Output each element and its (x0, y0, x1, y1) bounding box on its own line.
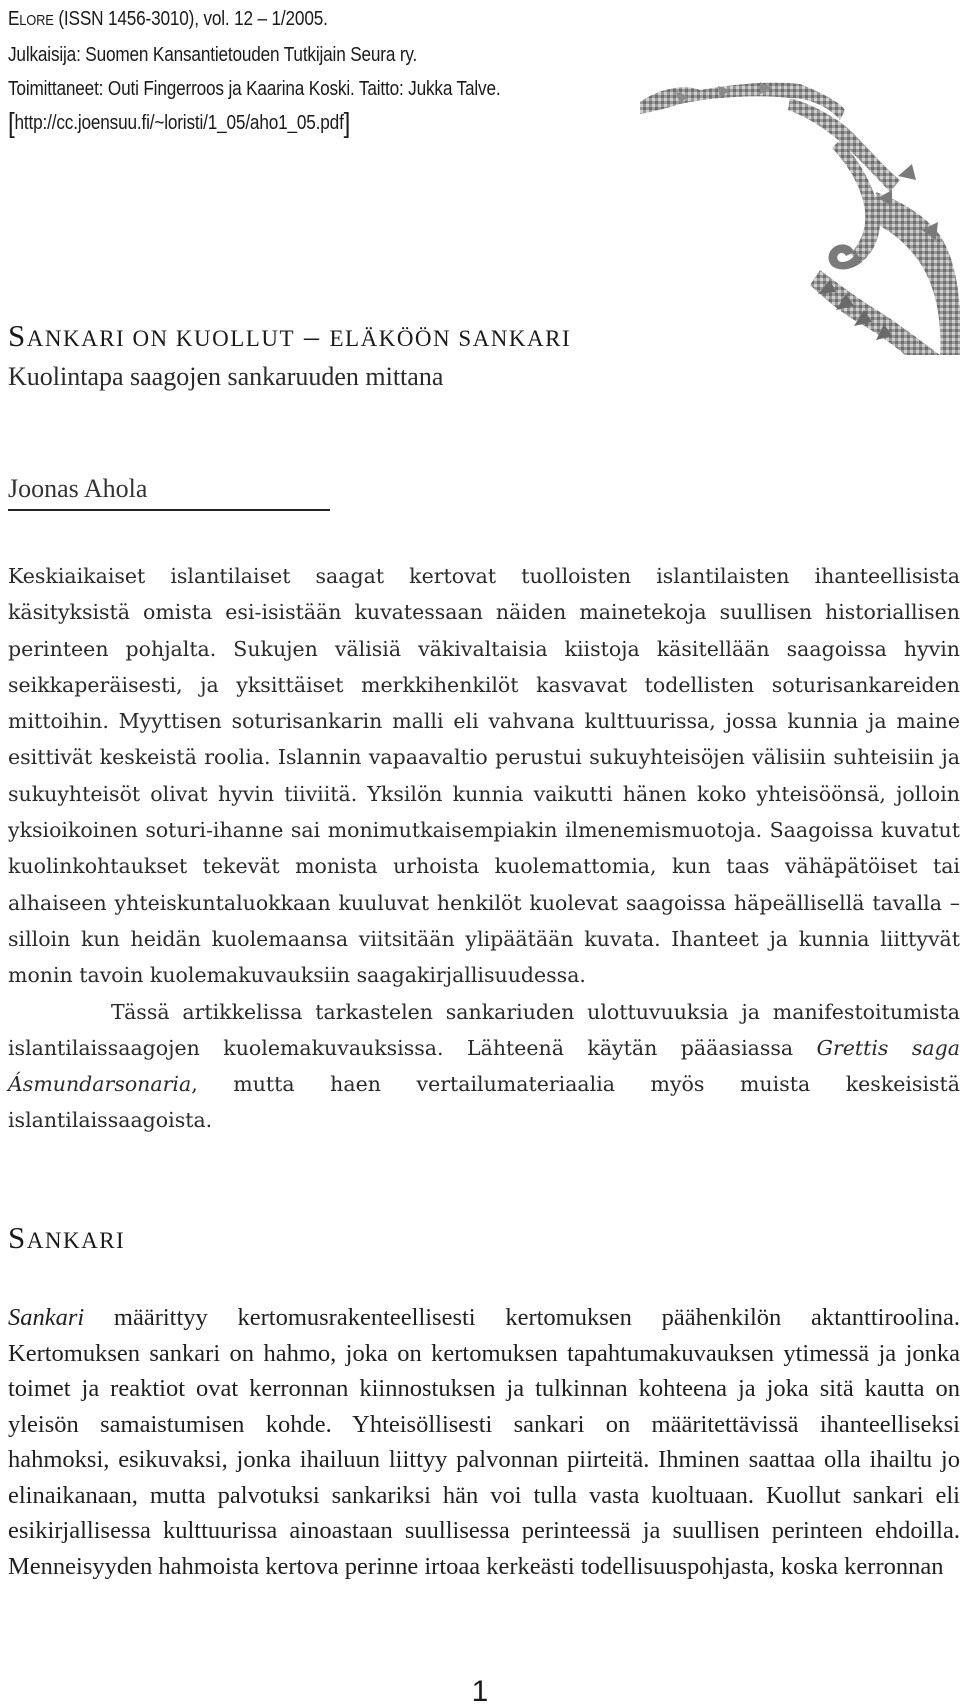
section-heading-rest: ANKARI (26, 1228, 126, 1253)
abstract-paragraph-2 (8, 994, 960, 1139)
abstract-paragraph-1: Keskiaikaiset islantilaiset saagat kertovat tuolloisten islantilaisten ihanteellisista käsityksistä omista esi-isistään kuvatessaan näiden mainetekoja suullisen historiallisen perinteen pohjalta. Sukujen välisiä väkivaltaisia kiistoja käsitellään saagoissa hyvin seikkaperäisesti, ja yksittäiset merkkihenkilöt kasvavat todellisten soturisankareiden mittoihin. Myyttisen soturisankarin malli eli vahvana kulttuurissa, jossa kunnia ja maine esittivät keskeistä roolia. Islannin vapaavaltio perustui sukuyhteisöjen välisiin suhteisiin ja sukuyhteisöt olivat hyvin tiiviitä. Yksilön kunnia vaikutti hänen koko yhteisöönsä, jolloin yksioikoinen soturi-ihanne sai monimutkaisempiakin ilmenemismuotoja. Saagoissa kuvatut kuolinkohtaukset tekevät monista urhoista kuolemattomia, kun taas vähäpätöiset tai alhaiseen yhteiskuntaluokkaan kuuluvat henkilöt kuolevat saagoissa häpeällisellä tavalla – silloin kun heidän kuolemaansa viitsitään ylipäätään kuvata. Ihanteet ja kunnia liittyvät monin tavoin kuolemakuvauksiin saagakirjallisuudessa. (8, 564, 960, 988)
body-paragraph-1-text: määrittyy kertomusrakenteellisesti kertomuksen päähenkilön aktanttiroolina. Kertomuksen sankari on hahmo, joka on kertomuksen tapahtumakuvauksen ytimessä ja jonka toimet ja reaktiot ovat kerronnan kiinnostuksen ja tulkinnan kohteena ja joka sitä kautta on yleisön samaistumisen kohde. Yhteisöllisesti sankari on määritettävissä ihanteelliseksi hahmoksi, esikuvaksi, jonka ihailuun liittyy palvonnan piirteitä. Ihminen saattaa olla ihailtu jo elinaikanaan, mutta palvotuksi sankariksi hän voi tulla vasta kuoltuaan. Kuollut sankari eli esikirjallisessa kulttuurissa ainoastaan suullisessa perinteessä ja suullisen perinteen ehdoilla. Menneisyyden hahmoista kertova perinne irtoaa kerkeästi todellisuuspohjasta, koska kerronnan (8, 1304, 960, 1580)
title-initial: S (8, 318, 27, 353)
section-heading (8, 1220, 125, 1256)
title-part2: ELÄKÖÖN SANKARI (329, 326, 572, 351)
article-url-link[interactable]: http://cc.joensuu.fi/~loristi/1_05/aho1_05.pdf (14, 112, 344, 134)
section-heading-initial: S (8, 1220, 27, 1255)
url-open-bracket: [ (8, 107, 15, 138)
section-body (8, 1300, 960, 1584)
journal-name-initial: E (8, 8, 20, 30)
url-line (8, 106, 500, 140)
journal-citation (8, 2, 500, 38)
page-number: 1 (471, 1675, 489, 1708)
abstract-p2-end: , mutta haen vertailumateriaalia myös muista keskeisistä islantilaissaagoista. (8, 1072, 960, 1133)
source-title: Grettis saga Ásmundarsonaria (8, 1035, 960, 1097)
abstract-p2-start: Tässä artikkelissa tarkastelen sankariuden ulottuvuuksia ja manifestoitumista islantilaissaagojen kuolemakuvauksissa. Lähteenä käytän pääasiassa (8, 999, 960, 1060)
author-divider (8, 509, 330, 511)
journal-header (8, 2, 500, 140)
author-name: Joonas Ahola (8, 474, 148, 503)
spiral-ornament-icon (640, 80, 960, 355)
editors-line: Toimittaneet: Outi Fingerroos ja Kaarina Koski. Taitto: Jukka Talve. (8, 78, 501, 100)
journal-issue-info: (ISSN 1456-3010), vol. 12 – 1/2005. (53, 8, 328, 30)
title-dash: – (295, 320, 330, 353)
abstract (8, 558, 960, 1139)
article-title (8, 318, 571, 354)
article-subtitle: Kuolintapa saagojen sankaruuden mittana (8, 362, 444, 391)
url-close-bracket: ] (343, 107, 351, 138)
body-paragraph-1 (8, 1300, 960, 1584)
title-part1: ANKARI ON KUOLLUT (26, 326, 295, 351)
publisher-line: Julkaisija: Suomen Kansantietouden Tutkijain Seura ry. (8, 44, 418, 66)
journal-name-rest: LORE (19, 12, 54, 29)
term-sankari: Sankari (8, 1304, 85, 1331)
